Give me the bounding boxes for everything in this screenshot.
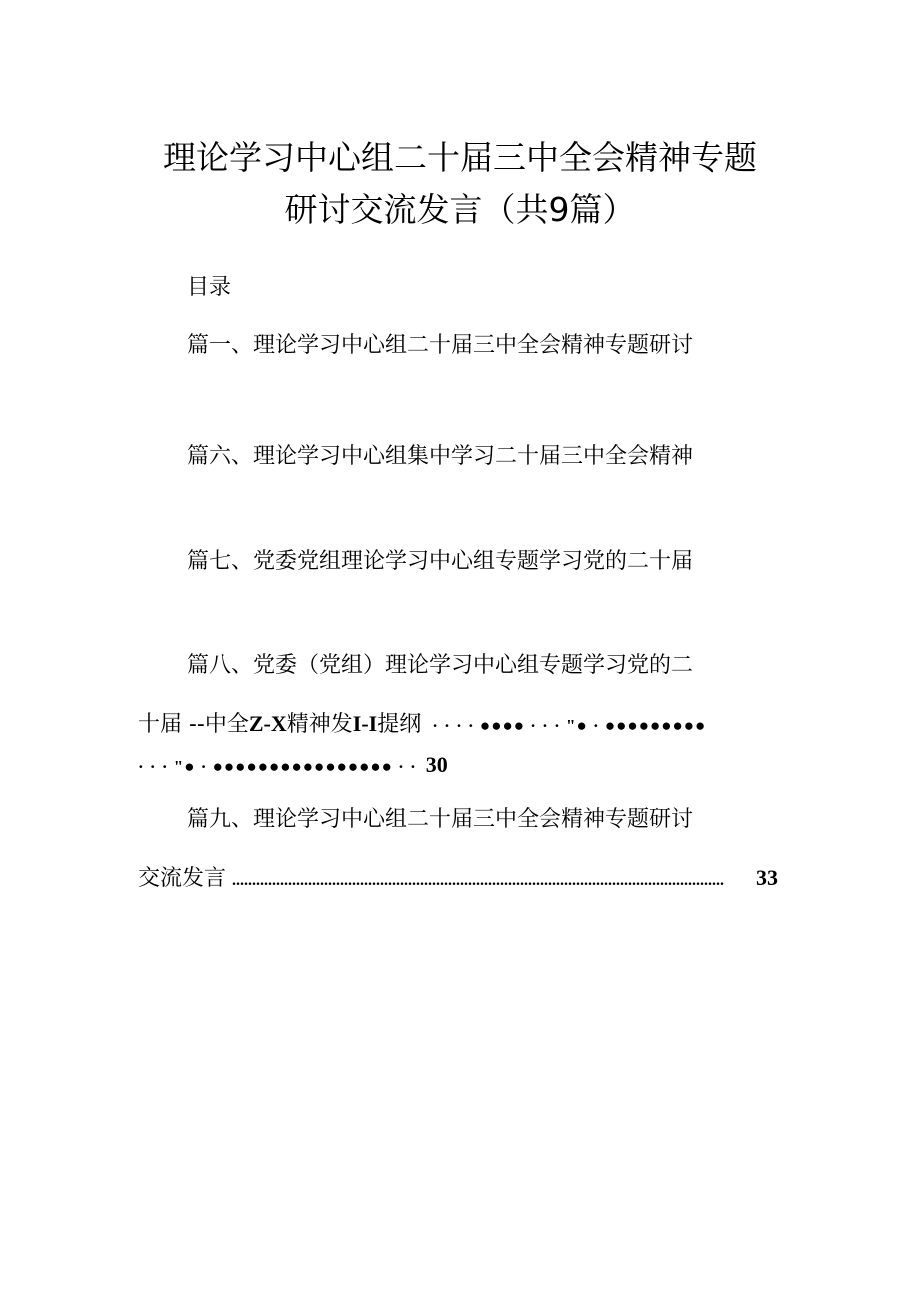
toc-entry-8-line1: 篇八、党委（党组）理论学习中心组专题学习党的二 [187, 653, 694, 678]
document-title-line2: 研讨交流发言（共9篇） [284, 190, 636, 229]
toc-entry-8-garble1: Z-X [248, 711, 287, 736]
toc-entry-9-leader: ........................................................................................................................... [232, 872, 725, 889]
document-title-line1: 理论学习中心组二十届三中全会精神专题 [163, 138, 757, 177]
toc-label: 目录 [187, 275, 232, 300]
toc-entry-6: 篇六、理论学习中心组集中学习二十届三中全会精神 [187, 444, 694, 469]
toc-entry-8-suffix: 提纲 [377, 712, 422, 737]
toc-entry-9-text: 交流发言 [138, 866, 227, 891]
toc-entry-9-line2 [138, 864, 778, 895]
toc-entry-1: 篇一、理论学习中心组二十届三中全会精神专题研讨 [187, 333, 694, 358]
toc-entry-9-line1: 篇九、理论学习中心组二十届三中全会精神专题研讨 [187, 807, 694, 832]
toc-entry-8-leader-1: · · · · ●●●● · · · "● · ●●●●●●●●● [432, 716, 707, 735]
toc-entry-7: 篇七、党委党组理论学习中心组专题学习党的二十届 [187, 549, 694, 574]
toc-entry-8-line3 [138, 751, 448, 781]
toc-entry-8-garble2: I-I [352, 711, 378, 736]
toc-entry-8-prefix: 十届 --中全 [138, 712, 249, 737]
toc-entry-8-leader-2: · · · "● · ●●●●●●●●●●●●●●●● · · [138, 757, 417, 776]
toc-entry-8-line2 [138, 710, 706, 740]
toc-entry-8-mid: 精神发 [286, 712, 353, 737]
toc-entry-8-page: 30 [425, 752, 448, 777]
toc-entry-9-page: 33 [756, 865, 778, 890]
